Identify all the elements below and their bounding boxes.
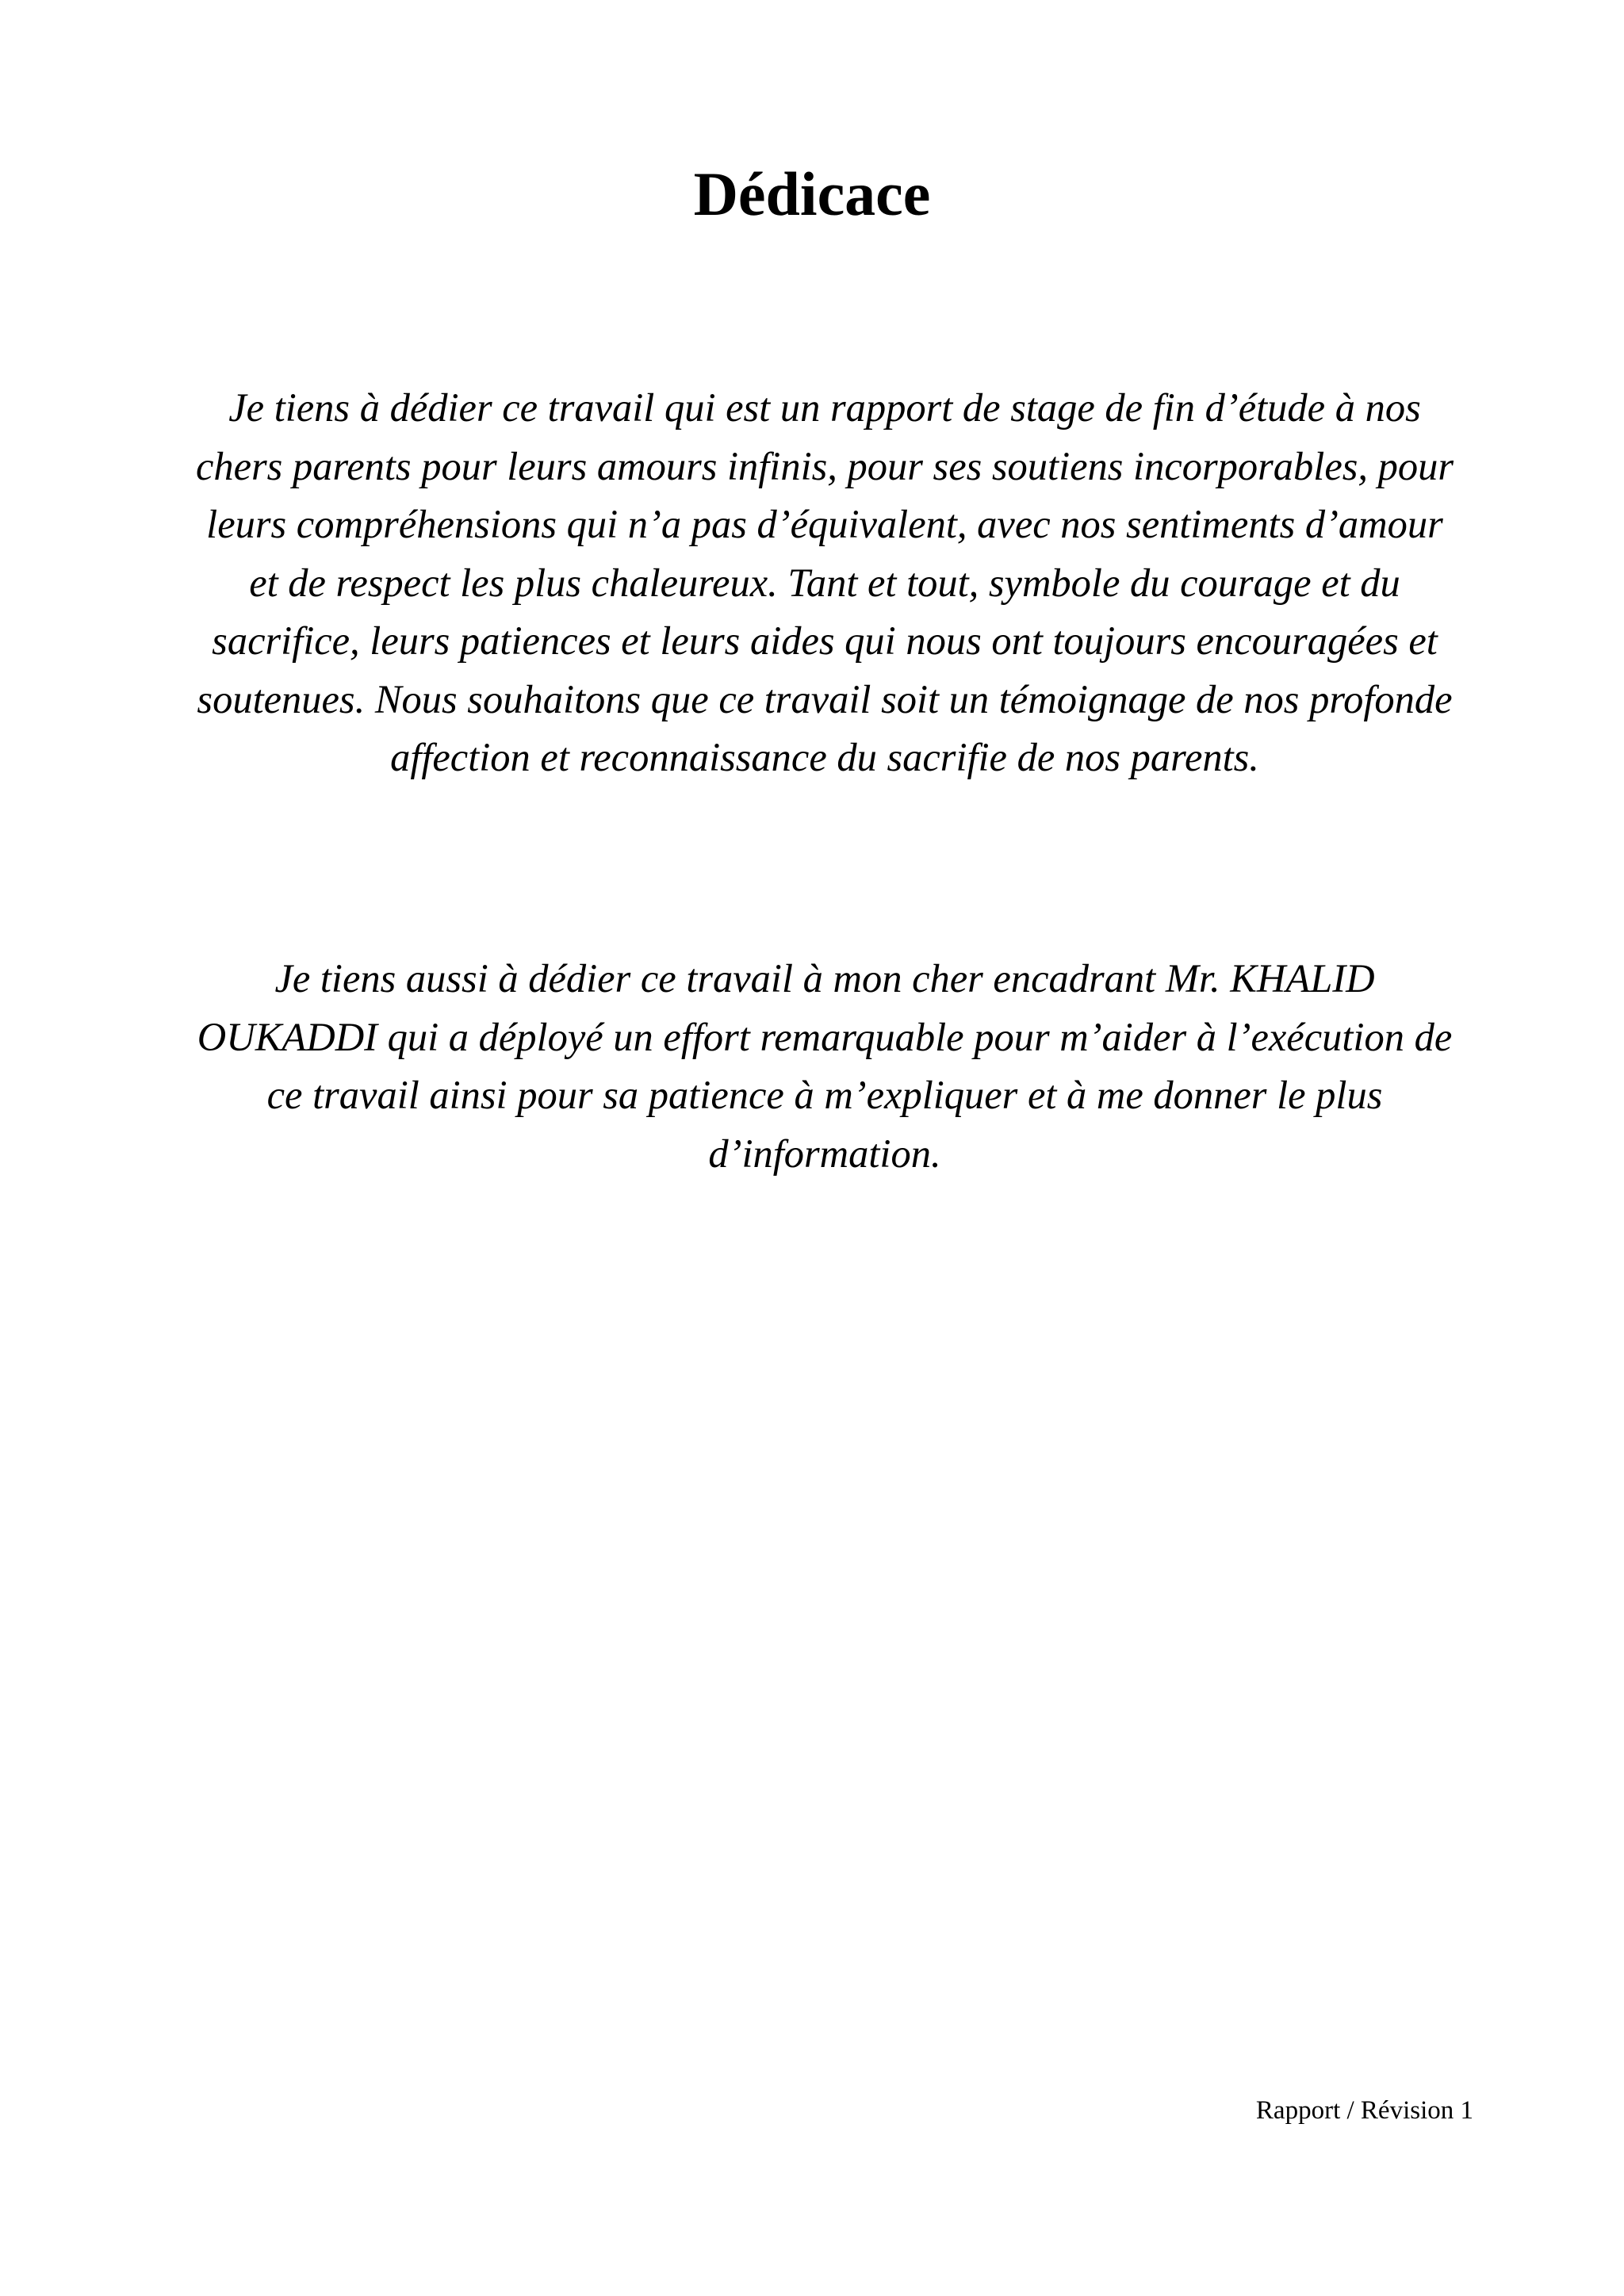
page-footer: Rapport / Révision 1 (1255, 2096, 1473, 2125)
page-title: Dédicace (693, 159, 931, 228)
dedication-paragraph-parents: Je tiens à dédier ce travail qui est un rapport de stage de fin d’étude à nos chers parents pour leurs amours infinis, pour ses soutiens incorporables, pour leurs compréhensions qui n’a pas d’équivalent, avec nos sentiments d’amour et de respect les plus chaleureux. Tant et tout, symbole du courage et du sacrifice, leurs patiences et leurs aides qui nous ont toujours encouragées et soutenues. Nous souhaitons que ce travail soit un témoignage de nos profonde affection et reconnaissance du sacrifie de nos parents. (195, 385, 1454, 779)
dedication-paragraph-supervisor: Je tiens aussi à dédier ce travail à mon cher encadrant Mr. KHALID OUKADDI qui a déployé un effort remarquable pour m’aider à l’exécution de ce travail ainsi pour sa patience à m’expliquer et à me donner le plus d’information. (197, 956, 1453, 1176)
